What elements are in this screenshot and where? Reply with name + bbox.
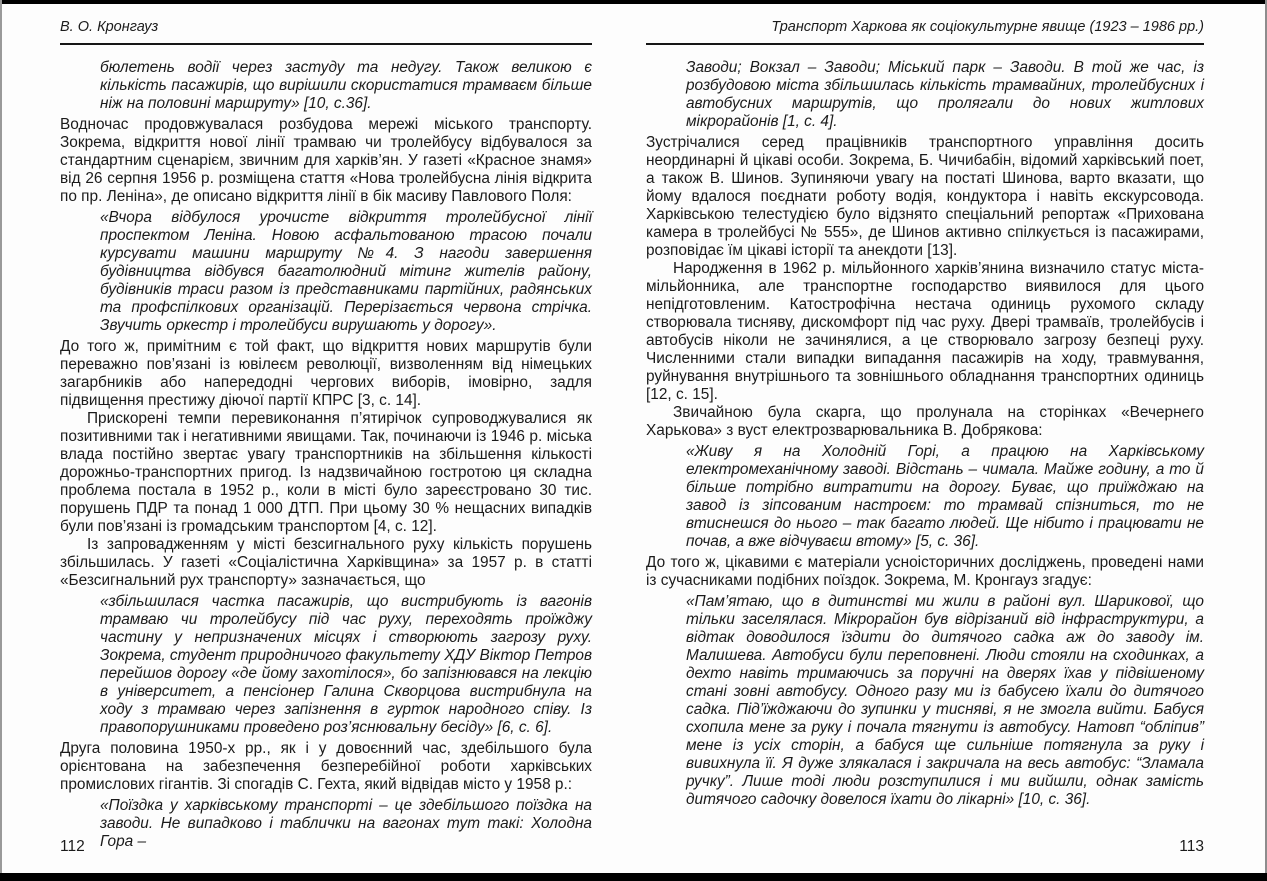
quote-block: «Поїздка у харківському транспорті – це здебільшого поїздка на заводи. Не випадково і таблички на вагонах тут такі: Холодна Гора – xyxy=(100,797,592,850)
scan-border-bottom xyxy=(0,873,1267,881)
paragraph: Із запровадженням у місті безсигнального руху кількість порушень збільшилась. У газеті «Соціалістична Харківщина» за 1957 р. в статті «Безсигнальний рух транспорту» зазначається, що xyxy=(60,536,592,589)
quote-block: бюлетень водії через застуду та недугу. Також великою є кількість пасажирів, що вирішили скористатися трамваєм більше ніж на половині маршруту» [10, с.36]. xyxy=(100,59,592,112)
quote-block: «Вчора відбулося урочисте відкриття тролейбусної лінії проспектом Леніна. Новою асфальтованою трасою почали курсувати машини маршруту №4. З нагоди завершення будівництва відбувся багатолюдний мітинг жителів району, будівників траси разом із представниками партійних, радянських та профспілкових організацій. Перерізається червона стрічка. Звучить оркестр і тролейбуси вирушають у дорогу». xyxy=(100,209,592,334)
paragraph: Народження в 1962 р. мільйонного харків’янина визначило статус міста-мільйонника, але транспортне господарство виявилося для цього непідготовленим. Катострофічна нестача одиниць рухомого складу створювала тисняву, дискомфорт під час руху. Двері трамваїв, тролейбусів і автобусів ніколи не зачинялися, а це створювало загрозу безпеці руху. Численними стали випадки випадання пасажирів на ходу, травмування, руйнування внутрішнього та зовнішнього обладнання транспортних одиниць [12, с. 15]. xyxy=(646,260,1204,403)
paragraph: Звичайною була скарга, що пролунала на сторінках «Вечернего Харькова» з вуст електрозварювальника В. Добрякова: xyxy=(646,404,1204,439)
running-head-article-title: Транспорт Харкова як соціокультурне явище (1923 – 1986 рр.) xyxy=(646,18,1204,45)
quote-block: Заводи; Вокзал – Заводи; Міський парк – Заводи. В той же час, із розбудовою міста збільшилась кількість трамвайних, тролейбусних і автобусних маршрутів, що пролягали до нових житлових мікрорайонів [1, с. 4]. xyxy=(686,59,1204,130)
quote-block: «збільшилася частка пасажирів, що вистрибують із вагонів трамваю чи тролейбусу під час руху, переходять проїжджу частину у непризначених місцях і створюють загрозу руху. Зокрема, студент природничого факультету ХДУ Віктор Петров перейшов дорогу «де йому захотілося», бо запізнювався на лекцію в університет, а пенсіонер Галина Скворцова вистрибнула на ходу з трамваю через запізнення в гурток народного співу. Із правопорушниками проведено роз’яснювальну бесіду» [6, с. 6]. xyxy=(100,593,592,736)
right-page xyxy=(646,18,1204,812)
quote-block: «Пам’ятаю, що в дитинстві ми жили в районі вул. Шарикової, що тільки заселялася. Мікрорайон був відрізаний від інфраструктури, а відтак доводилося їздити до дитячого садка аж до заводу ім. Малишева. Автобуси були переповнені. Люди стояли на сходинках, а дехто навіть тримаючись за поручні на дверях їхав у підвішеному стані зовні автобусу. Одного разу ми із бабусею їхали до дитячого садка. Під’їжджаючи до зупинки у тисняві, я не змогла вийти. Бабуся схопила мене за руку і почала тягнути із автобусу. Натовп “обліпив” мене із усіх сторін, а бабуся ще сильніше потягнула за руку і вивихнула її. Я дуже злякалася і закричала на весь автобус: “Зламала ручку”. Лише тоді люди розступилися і ми вийшли, однак замість дитячого садочку довелося їхати до лікарні» [10, с. 36]. xyxy=(686,593,1204,808)
quote-block: «Живу я на Холодній Горі, а працюю на Харківському електромеханічному заводі. Відстань – чимала. Майже годину, а то й більше потрібно витратити на дорогу. Буває, що приїжджаю на завод із зіпсованим настроєм: то трамвай спізниться, то не втиснешся до нього – так багато людей. Ще нібито і працювати не почав, а вже відчуваєш втому» [5, с. 36]. xyxy=(686,443,1204,550)
paragraph: Водночас продовжувалася розбудова мережі міського транспорту. Зокрема, відкриття нової лінії трамваю чи тролейбусу відбувалося за стандартним сценарієм, звичним для харків’ян. У газеті «Красное знамя» від 26 серпня 1956 р. розміщена стаття «Нова тролейбусна лінія відкрита по пр. Леніна», де описано відкриття лінії в бік масиву Павлового Поля: xyxy=(60,116,592,205)
left-page xyxy=(60,18,592,854)
running-head-author: В. О. Кронгауз xyxy=(60,18,592,45)
paragraph: Прискорені темпи перевиконання п’ятирічок супроводжувалися як позитивними так і негативними явищами. Так, починаючи із 1946 р. міська влада постійно звертає увагу транспортників на збільшення кількості дорожньо-транспортних пригод. Із надзвичайною гостротою ця складна проблема постала в 1952 р., коли в місті було зареєстровано 30 тис. порушень ПДР та понад 1 000 ДТП. При цьому 30 % нещасних випадків були пов’язані із громадським транспортом [4, с. 12]. xyxy=(60,410,592,535)
scan-border-left xyxy=(0,0,2,881)
page-number-right: 113 xyxy=(1179,838,1204,855)
paragraph: Друга половина 1950-х рр., як і у довоєнний час, здебільшого була орієнтована на забезпечення безперебійної роботи харківських промислових гігантів. Зі спогадів С. Гехта, який відвідав місто у 1958 р.: xyxy=(60,740,592,793)
paragraph: До того ж, примітним є той факт, що відкриття нових маршрутів були переважно пов’язані із ювілеєм революції, визволенням від німецьких загарбників або напередодні чергових виборів, імовірно, задля підвищення престижу діючої партії КПРС [3, с. 14]. xyxy=(60,338,592,409)
paragraph: Зустрічалися серед працівників транспортного управління досить неординарні й цікаві особи. Зокрема, Б. Чичибабін, відомий харківський поет, а також В. Шинов. Зупиняючи увагу на постаті Шинова, варто вказати, що йому вдалося поєднати роботу водія, кондуктора і навіть екскурсовода. Харківською телестудією було відзнято спеціальний репортаж «Прихована камера в тролейбусі № 555», де Шинов активно спілкується із пасажирами, розповідає їм цікаві історії та анекдоти [13]. xyxy=(646,134,1204,259)
scan-border-top xyxy=(0,0,1267,4)
page-number-left: 112 xyxy=(60,838,85,855)
right-page-body xyxy=(646,45,1204,809)
paragraph: До того ж, цікавими є матеріали усноісторичних досліджень, проведені нами із сучасниками подібних поїздок. Зокрема, М. Кронгауз згадує: xyxy=(646,554,1204,589)
left-page-body xyxy=(60,45,592,851)
